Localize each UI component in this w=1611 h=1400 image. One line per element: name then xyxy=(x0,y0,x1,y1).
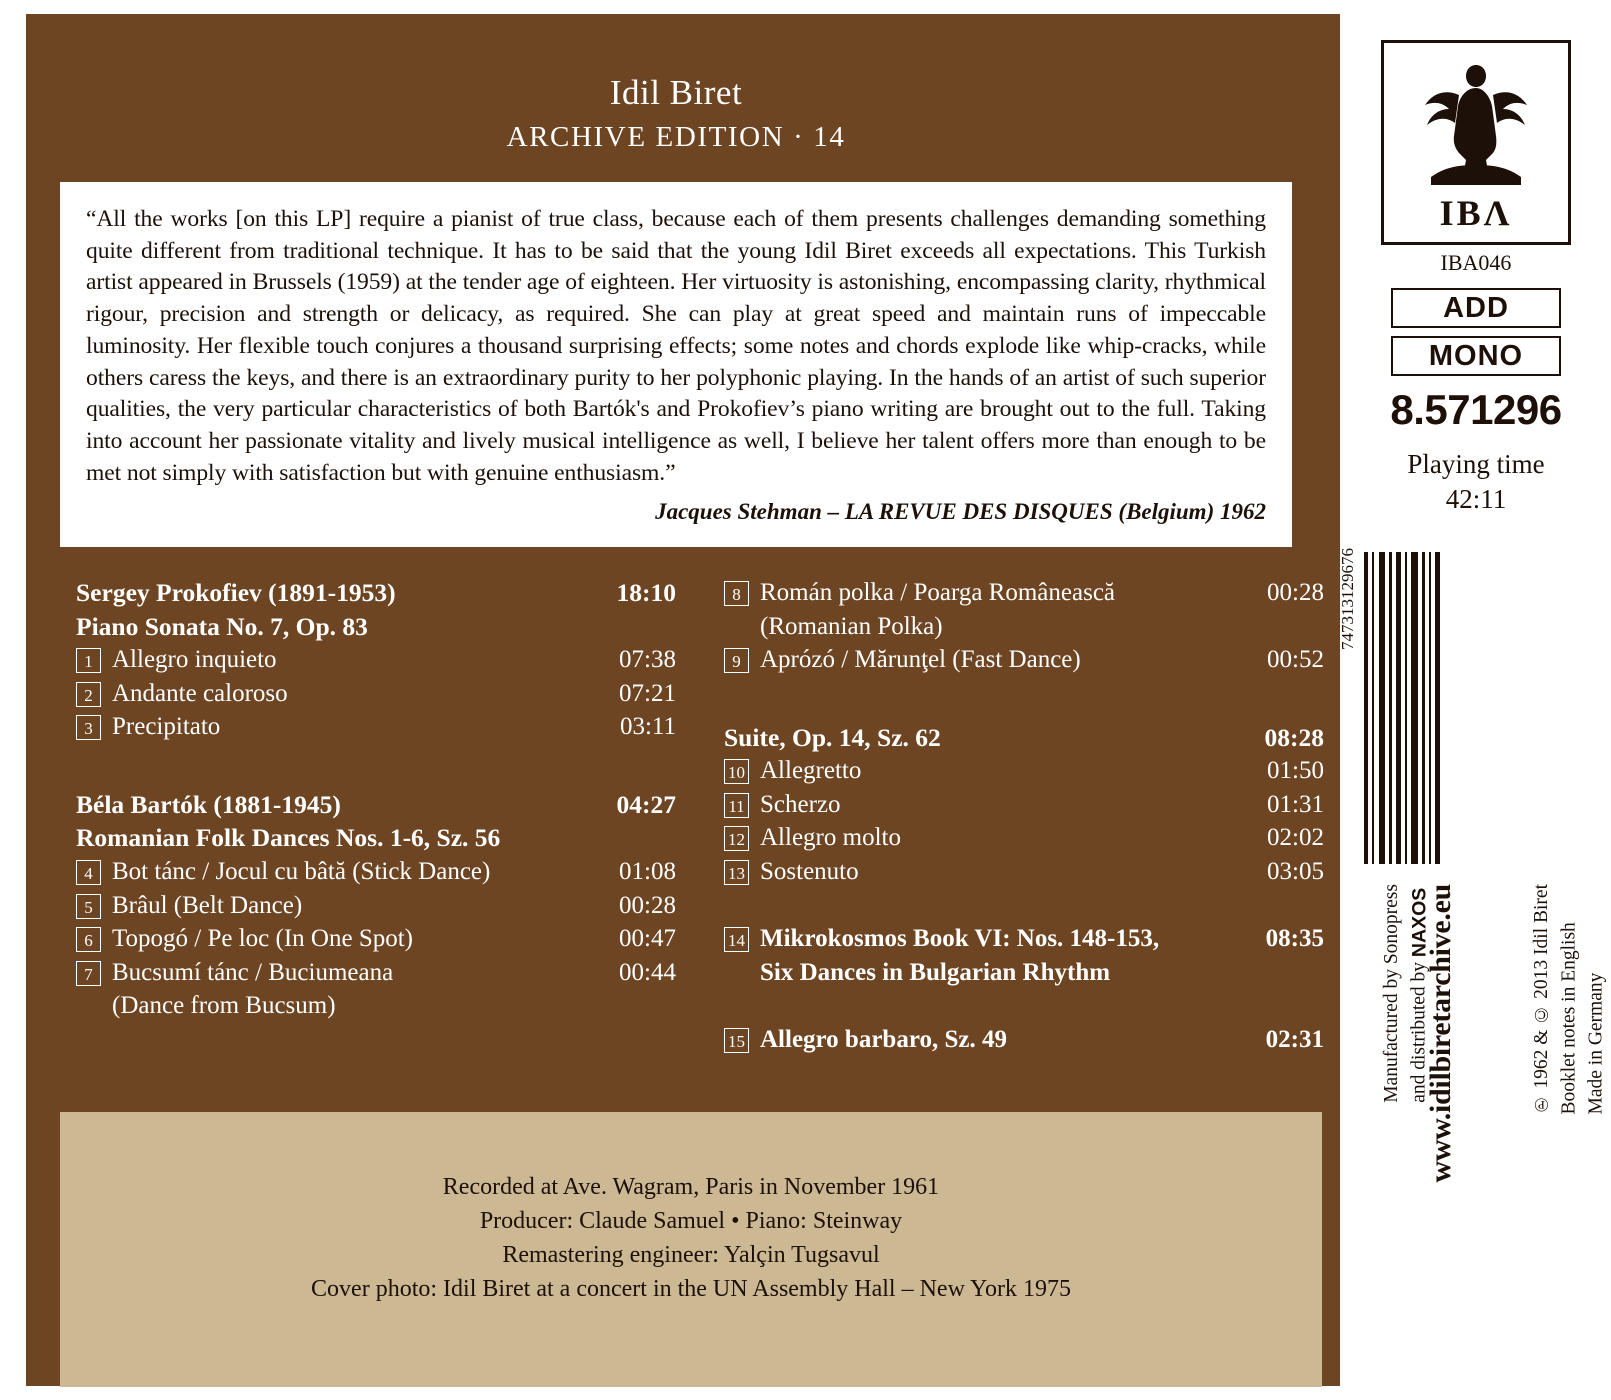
playing-time-value: 42:11 xyxy=(1445,483,1507,514)
track-title-continuation: (Dance from Bucsum) xyxy=(112,992,336,1020)
quote-text: “All the works [on this LP] require a pianist of true class, because each of them presents challenges demanding something quite different from traditional technique. It has to be said that the young Idil Biret exceeds all expectations. This Turkish artist appeared in Brussels (1959) at the tender age of eighteen. Her virtuosity is astonishing, encompassing clarity, rhythmical rigour, precision and strength or delicacy, as required. She can play at great speed and maintain runs of impeccable luminosity. Her flexible touch conjures a thousand surprising effects; some notes and chords explode like whip-cracks, while others caress the keys, and there is an extraordinary purity to her polyphonic playing. In the hands of an artist of such superior qualities, the very particular characteristics of both Bartók's and Prokofiev’s piano writing are brought out to the full. Taking into account her passionate vitality and lively musical intelligence as well, I believe her talent offers more than enough to be met not simply with satisfaction but with genuine enthusiasm.” xyxy=(86,206,1266,486)
track-title: Brâul (Belt Dance) xyxy=(112,891,303,919)
track-row xyxy=(76,922,676,956)
track-duration: 00:44 xyxy=(619,958,676,986)
track-title: Allegro molto xyxy=(760,824,901,852)
track-number: 14 xyxy=(724,927,749,952)
work-duration: 08:28 xyxy=(1264,722,1324,752)
track-title: Precipitato xyxy=(112,713,221,741)
track-duration: 01:50 xyxy=(1267,757,1324,785)
track-duration: 00:47 xyxy=(619,925,676,953)
credit-producer: Producer: Claude Samuel • Piano: Steinway xyxy=(479,1208,903,1235)
copyright-info xyxy=(1528,884,1610,1115)
track-duration: 03:05 xyxy=(1267,857,1324,885)
track-title: Sostenuto xyxy=(760,857,859,885)
credit-engineer: Remastering engineer: Yalçin Tugsavul xyxy=(502,1242,880,1269)
work-heading-suite xyxy=(724,721,1324,755)
track-number: 1 xyxy=(76,648,101,673)
track-title: Aprózó / Mărunţel (Fast Dance) xyxy=(760,646,1081,673)
catalog-number: 8.571296 xyxy=(1390,386,1562,433)
composer-name: Béla Bartók (1881-1945) xyxy=(76,789,341,819)
track-duration: 08:35 xyxy=(1265,925,1324,953)
track-row xyxy=(76,710,676,744)
track-duration: 03:11 xyxy=(619,713,676,741)
track-number: 4 xyxy=(76,860,101,885)
track-row xyxy=(724,788,1324,822)
track-title: Román polka / Poarga Românească xyxy=(760,579,1116,606)
work-heading-folk-dances xyxy=(76,821,676,855)
composer-duration: 18:10 xyxy=(616,578,676,607)
track-duration: 00:52 xyxy=(1267,646,1324,673)
header xyxy=(26,74,1326,154)
track-row xyxy=(724,754,1324,788)
track-number: 13 xyxy=(724,860,749,885)
copyright-line-1: ℗ 1962 & © 2013 Idil Biret xyxy=(1531,884,1552,1115)
track-row xyxy=(724,821,1324,855)
track-title: Andante caloroso xyxy=(112,679,288,707)
quote-box xyxy=(60,182,1292,547)
track-duration: 07:21 xyxy=(619,679,676,707)
tracklist-column-left xyxy=(76,576,676,1023)
credits-panel xyxy=(60,1112,1322,1387)
manufacturer-line-2: and distributed by xyxy=(1408,957,1430,1103)
track-title: Bucsumí tánc / Buciumeana xyxy=(112,958,394,986)
track-number: 12 xyxy=(724,826,749,851)
naxos-wordmark: NAXOS xyxy=(1408,887,1431,958)
track-duration: 00:28 xyxy=(619,891,676,919)
track-number: 10 xyxy=(724,759,749,784)
credit-cover-photo: Cover photo: Idil Biret at a concert in the UN Assembly Hall – New York 1975 xyxy=(311,1276,1071,1303)
track-title-continuation: (Romanian Polka) xyxy=(760,612,943,640)
composer-heading-bartok xyxy=(76,788,676,822)
spacer xyxy=(76,744,676,788)
track-title: Allegretto xyxy=(760,757,862,785)
playing-time xyxy=(1356,447,1596,516)
track-title-continuation: Six Dances in Bulgarian Rhythm xyxy=(760,958,1111,986)
edition-line: ARCHIVE EDITION · 14 xyxy=(506,120,846,153)
track-number: 6 xyxy=(76,927,101,952)
track-duration: 00:28 xyxy=(1267,579,1324,606)
spacer xyxy=(724,677,1324,721)
track-title: Scherzo xyxy=(760,790,841,818)
track-row xyxy=(724,643,1324,677)
track-title: Topogó / Pe loc (In One Spot) xyxy=(112,925,413,953)
track-row xyxy=(76,855,676,889)
track-row xyxy=(76,643,676,677)
track-duration: 02:31 xyxy=(1265,1026,1324,1054)
credit-recording: Recorded at Ave. Wagram, Paris in November 1961 xyxy=(442,1174,940,1200)
main-panel xyxy=(26,14,1326,1386)
copyright-line-3: Made in Germany xyxy=(1585,972,1607,1115)
add-badge: ADD xyxy=(1391,288,1561,328)
work-title: Piano Sonata No. 7, Op. 83 xyxy=(76,611,368,641)
track-number: 3 xyxy=(76,715,101,740)
manufacturer-line-1: Manufactured by Sonopress xyxy=(1381,884,1402,1103)
tracklist xyxy=(60,576,1324,1096)
track-row xyxy=(724,855,1324,889)
angel-icon xyxy=(1421,55,1531,195)
track-number: 11 xyxy=(724,793,749,818)
track-title: Allegro inquieto xyxy=(112,646,277,674)
track-row xyxy=(76,677,676,711)
track-duration: 01:08 xyxy=(619,858,676,886)
track-duration: 02:02 xyxy=(1267,824,1324,852)
tracklist-column-right xyxy=(724,576,1324,1057)
track-title: Allegro barbaro, Sz. 49 xyxy=(760,1026,1007,1054)
track-title: Bot tánc / Jocul cu bâtă (Stick Dance) xyxy=(112,858,491,886)
track-number: 15 xyxy=(724,1028,749,1053)
artist-name: Idil Biret xyxy=(609,73,743,112)
composer-name: Sergey Prokofiev (1891-1953) xyxy=(76,578,396,607)
track-number: 7 xyxy=(76,961,101,986)
website-url[interactable]: www.idilbiretarchive.eu xyxy=(1424,884,1457,1183)
iba-logo xyxy=(1381,40,1571,245)
copyright-line-2: Booklet notes in English xyxy=(1558,922,1580,1115)
track-number: 2 xyxy=(76,682,101,707)
track-duration: 01:31 xyxy=(1267,790,1324,818)
iba-wordmark: IBΛ xyxy=(1439,193,1513,233)
work-title: Suite, Op. 14, Sz. 62 xyxy=(724,722,941,752)
track-title: Mikrokosmos Book VI: Nos. 148-153, xyxy=(760,925,1160,953)
track-row xyxy=(76,956,676,990)
work-title: Romanian Folk Dances Nos. 1-6, Sz. 56 xyxy=(76,823,501,853)
manufacturer-info xyxy=(1378,884,1434,1103)
work-heading-sonata xyxy=(76,610,676,644)
barcode-number: 747313129676 xyxy=(1338,548,1357,650)
track-number: 9 xyxy=(724,648,749,673)
catalog-number-small: IBA046 xyxy=(1440,250,1512,275)
track-number: 8 xyxy=(724,581,749,606)
barcode-digits xyxy=(1338,548,1358,868)
track-row xyxy=(724,576,1324,610)
composer-duration: 04:27 xyxy=(616,789,676,819)
track-row xyxy=(724,1023,1324,1057)
composer-heading-prokofiev xyxy=(76,576,676,610)
track-duration: 07:38 xyxy=(619,646,676,674)
spacer xyxy=(724,989,1324,1023)
quote-attribution: Jacques Stehman – LA REVUE DES DISQUES (Belgium) 1962 xyxy=(655,499,1266,525)
playing-time-label: Playing time xyxy=(1407,449,1545,479)
barcode xyxy=(1352,548,1448,868)
spacer xyxy=(724,888,1324,922)
track-row xyxy=(76,889,676,923)
track-row xyxy=(724,922,1324,956)
mono-badge: MONO xyxy=(1391,336,1561,376)
track-number: 5 xyxy=(76,894,101,919)
